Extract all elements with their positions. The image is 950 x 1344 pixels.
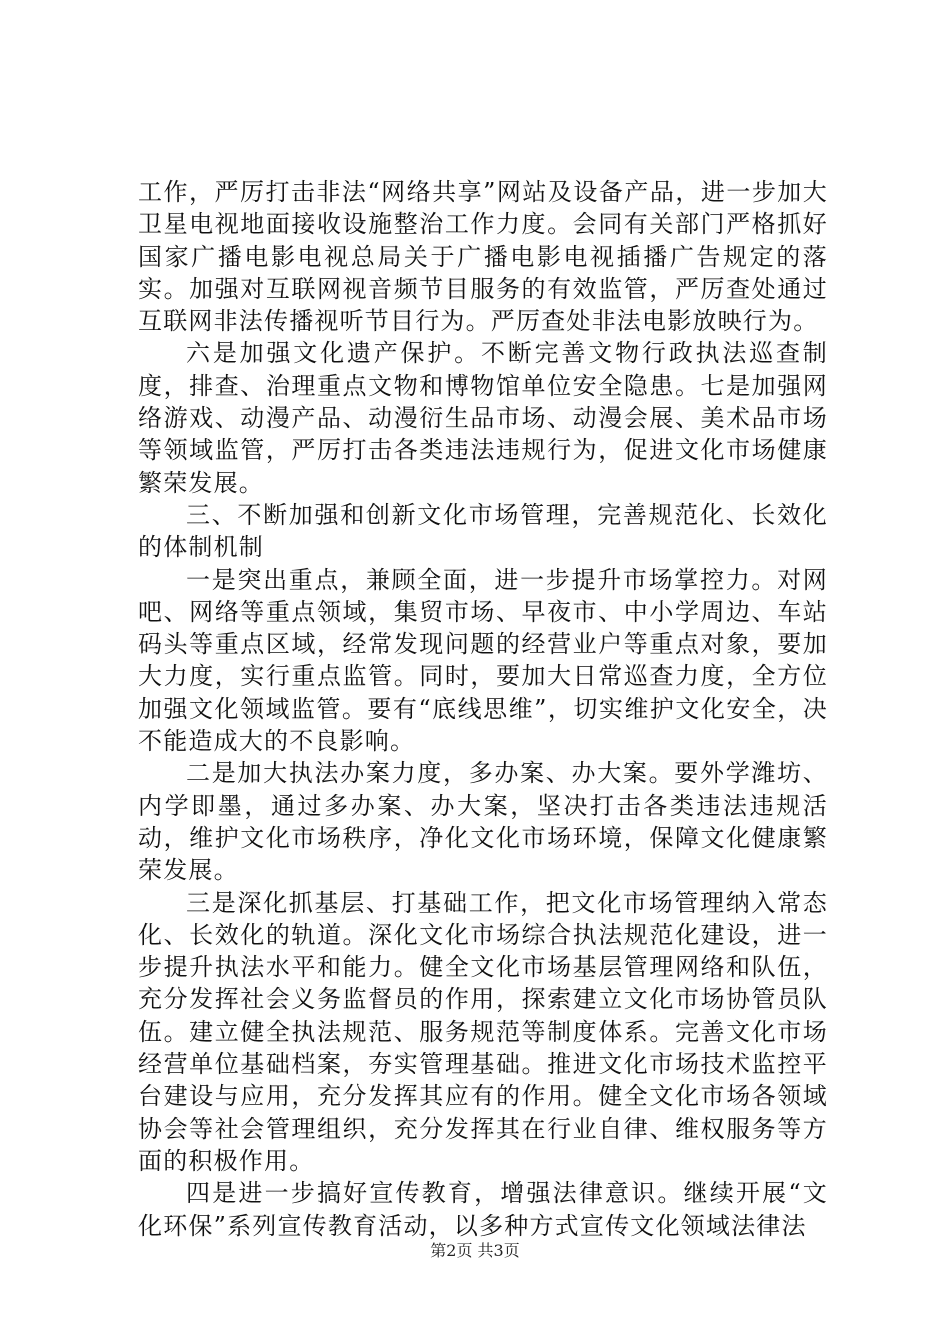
paragraph-point-four: 四是进一步搞好宣传教育，增强法律意识。继续开展“文化环保”系列宣传教育活动，以多种方式宣传文化领域法律法 — [138, 1179, 828, 1240]
paragraph-point-two: 二是加大执法办案力度，多办案、办大案。要外学潍坊、内学即墨，通过多办案、办大案，坚决打击各类违法违规活动，维护文化市场秩序，净化文化市场环境，保障文化健康繁荣发展。 — [138, 759, 828, 885]
paragraph-heritage-protection: 六是加强文化遗产保护。不断完善文物行政执法巡查制度，排查、治理重点文物和博物馆单位安全隐患。七是加强网络游戏、动漫产品、动漫衍生品市场、动漫会展、美术品市场等领域监管，严厉打击各类违法违规行为，促进文化市场健康繁荣发展。 — [138, 339, 828, 497]
document-body — [138, 176, 828, 1242]
page-number-footer: 第2页 共3页 — [430, 1241, 520, 1260]
paragraph-continued: 工作，严厉打击非法“网络共享”网站及设备产品，进一步加大卫星电视地面接收设施整治工作力度。会同有关部门严格抓好国家广播电影电视总局关于广播电影电视插播广告规定的落实。加强对互联网视音频节目服务的有效监管，严厉查处通过互联网非法传播视听节目行为。严厉查处非法电影放映行为。 — [138, 178, 828, 336]
section-heading-three: 三、不断加强和创新文化市场管理，完善规范化、长效化的体制机制 — [138, 500, 828, 562]
paragraph-point-one: 一是突出重点，兼顾全面，进一步提升市场掌控力。对网吧、网络等重点领域，集贸市场、早夜市、中小学周边、车站码头等重点区域，经常发现问题的经营业户等重点对象，要加大力度，实行重点监管。同时，要加大日常巡查力度，全方位加强文化领域监管。要有“底线思维”，切实维护文化安全，决不能造成大的不良影响。 — [138, 565, 828, 756]
paragraph-point-three: 三是深化抓基层、打基础工作，把文化市场管理纳入常态化、长效化的轨道。深化文化市场综合执法规范化建设，进一步提升执法水平和能力。健全文化市场基层管理网络和队伍，充分发挥社会义务监督员的作用，探索建立文化市场协管员队伍。建立健全执法规范、服务规范等制度体系。完善文化市场经营单位基础档案，夯实管理基础。推进文化市场技术监控平台建设与应用，充分发挥其应有的作用。健全文化市场各领域协会等社会管理组织，充分发挥其在行业自律、维权服务等方面的积极作用。 — [138, 888, 828, 1175]
